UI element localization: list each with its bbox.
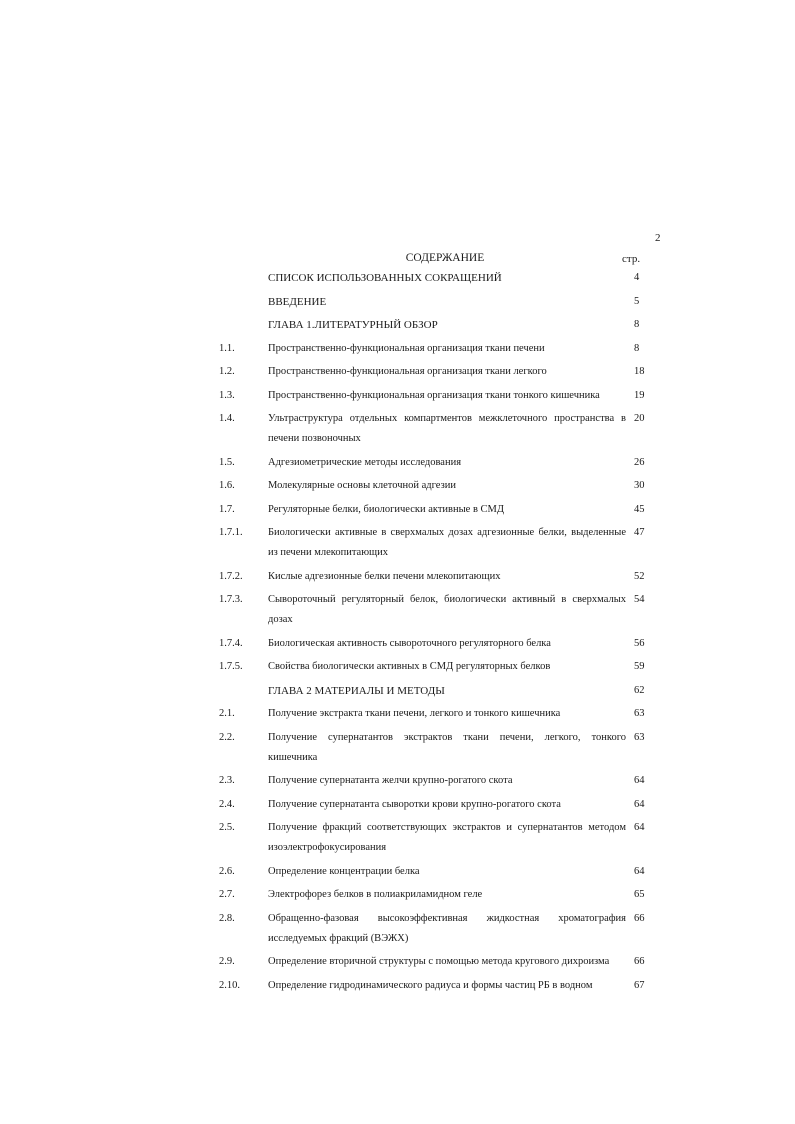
toc-entry — [219, 453, 649, 473]
toc-entry-page: 67 — [634, 979, 645, 991]
toc-entry-title: Определение вторичной структуры с помощью метода кругового дихроизма — [268, 956, 610, 967]
toc-entry-number — [219, 268, 268, 288]
toc-entry-title: Пространственно-функциональная организация ткани печени — [268, 342, 545, 354]
toc-entry-number: 2.10. — [219, 979, 240, 991]
toc-entry — [219, 728, 649, 768]
toc-entry-number: 1.7.5. — [219, 661, 243, 672]
toc-entry-number: 2.9. — [219, 956, 235, 967]
toc-entry — [219, 268, 649, 288]
toc-entry-number: 2.1. — [219, 708, 235, 719]
toc-entry-page: 26 — [634, 456, 645, 468]
toc-entry-page: 5 — [634, 295, 640, 307]
toc-entry-number: 1.7.4. — [219, 637, 243, 649]
toc-entry-number: 1.7.1. — [219, 527, 243, 538]
toc-entry-number: 1.2. — [219, 366, 235, 377]
toc-entry-number: 2.7. — [219, 889, 235, 900]
toc-entry-number — [219, 315, 268, 335]
toc-entry-title: Молекулярные основы клеточной адгезии — [268, 480, 456, 491]
toc-entry — [219, 771, 649, 791]
toc-entry — [219, 339, 649, 359]
toc-entry-title: Биологическая активность сывороточного регуляторного белка — [268, 637, 551, 649]
toc-entry — [219, 976, 649, 996]
toc-entry-title: Определение концентрации белка — [268, 865, 420, 877]
toc-entry-page: 20 — [634, 413, 645, 424]
toc-entry — [219, 862, 649, 882]
toc-entry-title: Сывороточный регуляторный белок, биологически активный в сверхмалых дозах — [268, 594, 626, 625]
toc-entry-page: 30 — [634, 480, 645, 491]
table-of-contents — [219, 268, 649, 999]
toc-title: СОДЕРЖАНИЕ — [405, 252, 485, 264]
toc-entry-number: 1.7.2. — [219, 570, 243, 582]
toc-entry-number: 1.3. — [219, 389, 235, 401]
toc-entry-number: 1.5. — [219, 456, 235, 468]
toc-entry-number: 1.1. — [219, 342, 235, 354]
toc-entry — [219, 476, 649, 496]
toc-entry-title: Пространственно-функциональная организация ткани тонкого кишечника — [268, 389, 600, 401]
toc-entry-title: Обращенно-фазовая высокоэффективная жидкостная хроматография исследуемых фракций (ВЭЖХ) — [268, 912, 626, 944]
toc-entry-number: 2.8. — [219, 912, 235, 924]
toc-entry — [219, 909, 649, 949]
toc-entry-number: 1.7.3. — [219, 594, 243, 605]
toc-entry-number: 2.2. — [219, 731, 235, 743]
toc-entry-title: СПИСОК ИСПОЛЬЗОВАННЫХ СОКРАЩЕНИЙ — [268, 272, 502, 284]
toc-entry-page: 52 — [634, 570, 645, 582]
toc-entry — [219, 885, 649, 905]
toc-entry-number: 1.6. — [219, 480, 235, 491]
toc-entry-page: 56 — [634, 637, 645, 649]
toc-entry — [219, 952, 649, 972]
toc-entry-page: 59 — [634, 661, 645, 672]
toc-entry-title: Регуляторные белки, биологически активные в СМД — [268, 503, 505, 515]
toc-entry-page: 64 — [634, 865, 645, 877]
toc-entry-title: Ультраструктура отдельных компартментов межклеточного пространства в печени позвоночных — [268, 413, 626, 444]
toc-entry-page: 8 — [634, 342, 640, 354]
toc-entry-number — [219, 681, 268, 701]
toc-entry-page: 63 — [634, 731, 645, 743]
toc-entry-page: 45 — [634, 503, 645, 515]
toc-entry-title: Адгезиометрические методы исследования — [268, 456, 462, 468]
toc-entry-title: Получение фракций соответствующих экстрактов и супернатантов методом изоэлектрофокусирования — [268, 822, 626, 853]
toc-entry-number: 2.5. — [219, 822, 235, 833]
toc-entry-title: Кислые адгезионные белки печени млекопитающих — [268, 570, 501, 582]
toc-entry — [219, 567, 649, 587]
toc-entry-title: ВВЕДЕНИЕ — [268, 295, 327, 308]
toc-entry-page: 63 — [634, 708, 645, 719]
toc-entry — [219, 657, 649, 677]
toc-entry — [219, 409, 649, 449]
toc-entry-title: ГЛАВА 1.ЛИТЕРАТУРНЫЙ ОБЗОР — [268, 319, 438, 331]
toc-entry-title: Получение супернатанта желчи крупно-рогатого скота — [268, 775, 513, 786]
toc-entry — [219, 704, 649, 724]
toc-entry-title: ГЛАВА 2 МАТЕРИАЛЫ И МЕТОДЫ — [268, 684, 445, 697]
toc-entry — [219, 386, 649, 406]
toc-entry-title: Получение супернатанта сыворотки крови крупно-рогатого скота — [268, 798, 561, 810]
toc-entry-page: 66 — [634, 912, 645, 924]
toc-entry — [219, 681, 649, 701]
toc-entry — [219, 362, 649, 382]
toc-entry-page: 54 — [634, 594, 645, 605]
toc-entry-title: Электрофорез белков в полиакриламидном геле — [268, 889, 483, 900]
toc-entry-page: 19 — [634, 389, 645, 401]
page-number: 2 — [655, 232, 661, 244]
toc-entry-title: Получение супернатантов экстрактов ткани печени, легкого, тонкого кишечника — [268, 731, 626, 763]
toc-entry-title: Биологически активные в сверхмалых дозах адгезионные белки, выделенные из печени млекопитающих — [268, 527, 626, 558]
toc-entry-title: Получение экстракта ткани печени, легкого и тонкого кишечника — [268, 708, 561, 719]
toc-entry-page: 64 — [634, 775, 645, 786]
toc-pages-label: стр. — [622, 253, 641, 265]
toc-entry — [219, 523, 649, 563]
toc-entry-number: 2.4. — [219, 798, 235, 810]
toc-entry-title: Пространственно-функциональная организация ткани легкого — [268, 366, 547, 377]
toc-entry-number: 2.3. — [219, 775, 235, 786]
toc-entry-page: 66 — [634, 956, 645, 967]
toc-entry-page: 64 — [634, 822, 645, 833]
toc-entry-page: 65 — [634, 889, 645, 900]
toc-entry-number — [219, 292, 268, 312]
toc-entry-page: 64 — [634, 798, 645, 810]
toc-entry-page: 8 — [634, 319, 640, 330]
toc-entry — [219, 315, 649, 335]
toc-entry — [219, 292, 649, 312]
toc-entry — [219, 795, 649, 815]
toc-entry-page: 4 — [634, 272, 640, 283]
toc-entry — [219, 500, 649, 520]
toc-entry-page: 62 — [634, 684, 645, 696]
toc-entry-number: 1.7. — [219, 503, 235, 515]
toc-entry-number: 2.6. — [219, 865, 235, 877]
toc-entry — [219, 634, 649, 654]
toc-entry-page: 47 — [634, 527, 645, 538]
toc-entry-title: Определение гидродинамического радиуса и формы частиц РБ в водном — [268, 979, 593, 991]
toc-entry — [219, 590, 649, 630]
toc-entry — [219, 818, 649, 858]
toc-entry-title: Свойства биологически активных в СМД регуляторных белков — [268, 661, 551, 672]
toc-entry-number: 1.4. — [219, 413, 235, 424]
toc-entry-page: 18 — [634, 366, 645, 377]
